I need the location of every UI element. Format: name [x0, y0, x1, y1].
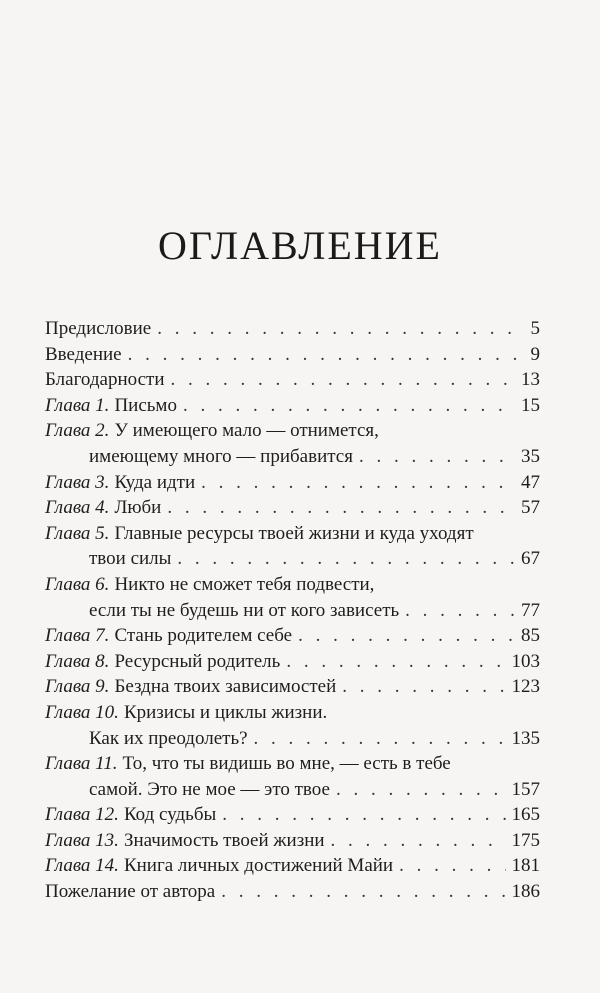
toc-line: [45, 623, 540, 649]
toc-page-number: 47: [521, 471, 540, 493]
toc-entry-title: Значимость твоей жизни: [123, 829, 325, 851]
toc-entry-title: Благодарности: [45, 369, 165, 391]
toc-line: [45, 674, 540, 700]
toc-entry-title: Стань родителем себе: [114, 625, 293, 647]
toc-entry-title: твои силы: [89, 548, 172, 570]
toc-page-number: 175: [511, 829, 540, 851]
dot-leader: [201, 470, 515, 496]
toc-line: [45, 546, 540, 572]
table-of-contents: [45, 316, 540, 905]
toc-chapter-number: Глава 6.: [45, 573, 110, 595]
page-title: ОГЛАВЛЕНИЕ: [158, 223, 442, 268]
dot-leader: [171, 367, 516, 393]
toc-entry: [45, 495, 540, 521]
toc-entry-title: Как их преодолеть?: [89, 727, 248, 749]
toc-entry-title: имеющему много — прибавится: [89, 445, 353, 467]
toc-entry: [45, 853, 540, 879]
toc-page-number: 77: [521, 599, 540, 621]
toc-entry: [45, 393, 540, 419]
toc-entry-title: Предисловие: [45, 318, 152, 339]
toc-line: [45, 572, 540, 598]
toc-entry: [45, 828, 540, 854]
toc-entry: [45, 418, 540, 469]
toc-line: [45, 751, 540, 777]
toc-line: [45, 316, 540, 342]
toc-entry: [45, 623, 540, 649]
dot-leader: [342, 674, 505, 700]
toc-entry-title: Люби: [114, 497, 162, 519]
toc-entry-title: Бездна твоих зависимостей: [114, 676, 337, 698]
toc-entry-title: Никто не сможет тебя подвести,: [114, 573, 375, 595]
toc-line: [45, 444, 540, 470]
toc-line: [45, 828, 540, 854]
toc-line: [45, 700, 540, 726]
toc-page-number: 123: [511, 676, 540, 698]
toc-line: [45, 649, 540, 675]
toc-entry: [45, 802, 540, 828]
toc-chapter-number: Глава 1.: [45, 394, 110, 416]
toc-entry-title: Пожелание от автора: [45, 881, 216, 903]
dot-leader: [157, 316, 524, 342]
toc-line: [45, 367, 540, 393]
toc-line: [45, 726, 540, 752]
toc-entry: [45, 572, 540, 623]
toc-page-number: 9: [530, 343, 540, 365]
toc-entry-title: Главные ресурсы твоей жизни и куда уходят: [114, 522, 474, 544]
toc-chapter-number: Глава 9.: [45, 676, 110, 698]
toc-entry: [45, 649, 540, 675]
toc-entry: [45, 367, 540, 393]
dot-leader: [177, 546, 515, 572]
toc-chapter-number: Глава 8.: [45, 650, 110, 672]
toc-line: [45, 342, 540, 368]
toc-entry: [45, 879, 540, 905]
dot-leader: [167, 495, 515, 521]
toc-line: [45, 879, 540, 905]
toc-page-number: 57: [521, 497, 540, 519]
toc-page-number: 165: [511, 804, 540, 826]
toc-page-number: 67: [521, 548, 540, 570]
toc-entry-title: если ты не будешь ни от кого зависеть: [89, 599, 400, 621]
dot-leader: [399, 853, 505, 879]
toc-chapter-number: Глава 4.: [45, 497, 110, 519]
toc-line: [45, 598, 540, 624]
toc-entry: [45, 342, 540, 368]
toc-chapter-number: Глава 13.: [45, 829, 119, 851]
toc-page-number: 5: [530, 318, 540, 339]
toc-page-number: 85: [521, 625, 540, 647]
toc-line: [45, 853, 540, 879]
toc-entry-title: Ресурсный родитель: [114, 650, 281, 672]
toc-entry-title: Код судьбы: [123, 804, 217, 826]
dot-leader: [331, 828, 506, 854]
toc-entry: [45, 470, 540, 496]
toc-line: [45, 393, 540, 419]
toc-entry: [45, 751, 540, 802]
toc-line: [45, 418, 540, 444]
toc-chapter-number: Глава 14.: [45, 855, 119, 877]
dot-leader: [128, 342, 525, 368]
toc-entry-title: самой. Это не мое — это твое: [89, 778, 330, 800]
toc-page-number: 103: [511, 650, 540, 672]
dot-leader: [336, 777, 506, 803]
toc-line: [45, 521, 540, 547]
toc-page-number: 186: [511, 881, 540, 903]
dot-leader: [254, 726, 506, 752]
toc-line: [45, 777, 540, 803]
toc-page-number: 13: [521, 369, 540, 391]
toc-chapter-number: Глава 10.: [45, 701, 119, 723]
toc-entry: [45, 674, 540, 700]
dot-leader: [359, 444, 515, 470]
toc-page-number: 15: [521, 394, 540, 416]
toc-page-number: 135: [511, 727, 540, 749]
toc-chapter-number: Глава 12.: [45, 804, 119, 826]
toc-page-number: 181: [511, 855, 540, 877]
toc-entry-title: Введение: [45, 343, 122, 365]
dot-leader: [286, 649, 505, 675]
toc-entry: [45, 521, 540, 572]
toc-chapter-number: Глава 11.: [45, 753, 118, 775]
toc-line: [45, 470, 540, 496]
dot-leader: [298, 623, 515, 649]
dot-leader: [221, 879, 505, 905]
dot-leader: [183, 393, 515, 419]
toc-entry: [45, 316, 540, 342]
toc-line: [45, 495, 540, 521]
toc-entry-title: Куда идти: [114, 471, 196, 493]
toc-chapter-number: Глава 2.: [45, 420, 110, 442]
dot-leader: [405, 598, 515, 624]
toc-chapter-number: Глава 3.: [45, 471, 110, 493]
toc-entry: [45, 700, 540, 751]
toc-entry-title: Книга личных достижений Майи: [123, 855, 394, 877]
toc-entry-title: У имеющего мало — отнимется,: [114, 420, 379, 442]
toc-page-number: 157: [511, 778, 540, 800]
toc-line: [45, 802, 540, 828]
dot-leader: [222, 802, 505, 828]
toc-chapter-number: Глава 5.: [45, 522, 110, 544]
toc-entry-title: Письмо: [114, 394, 177, 416]
toc-page-number: 35: [521, 445, 540, 467]
toc-chapter-number: Глава 7.: [45, 625, 110, 647]
toc-entry-title: Кризисы и циклы жизни.: [123, 701, 328, 723]
toc-entry-title: То, что ты видишь во мне, — есть в тебе: [122, 753, 451, 775]
